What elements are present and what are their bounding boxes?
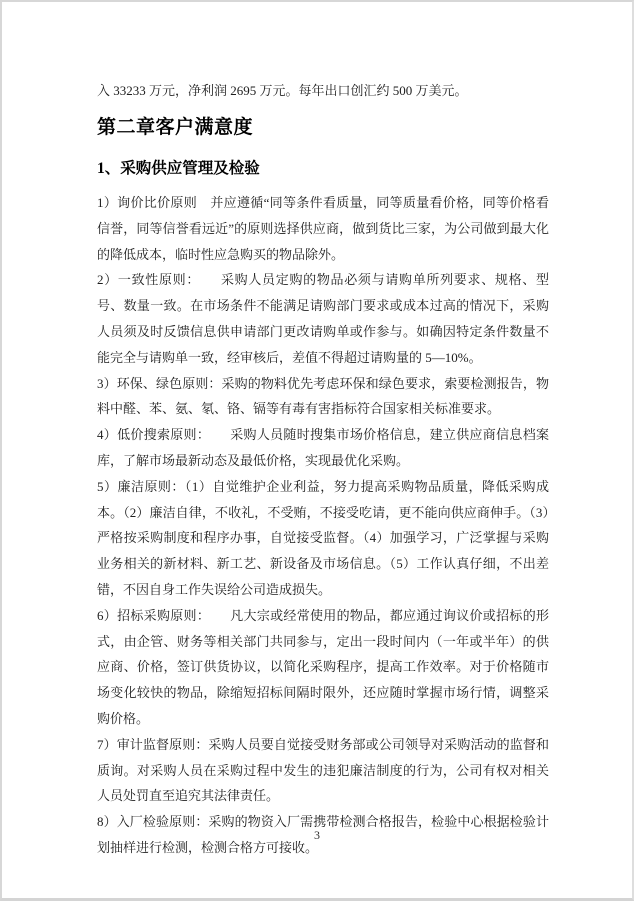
body-paragraph: 2）一致性原则： 采购人员定购的物品必须与请购单所列要求、规格、型号、数量一致。在市场条件不能满足请购部门要求或成本过高的情况下，采购人员须及时反馈信息供申请部门更改请购单或作参与。如确因特定条件数量不能完全与请购单一致，经审核后，差值不得超过请购量的 5—10%。 [97, 272, 549, 365]
intro-line: 入 33233 万元，净利润 2695 万元。每年出口创汇约 500 万美元。 [97, 83, 468, 98]
body-paragraph: 8）入厂检验原则：采购的物资入厂需携带检测合格报告，检验中心根据检验计划抽样进行检测，检测合格方可接收。 [97, 814, 549, 855]
paragraph-list [97, 190, 549, 861]
chapter-heading: 第二章客户满意度 [97, 117, 254, 138]
page-content [97, 78, 549, 861]
body-paragraph: 3）环保、绿色原则：采购的物料优先考虑环保和绿色要求，索要检测报告，物料中醛、苯、氨、氡、铬、镉等有毒有害指标符合国家相关标准要求。 [97, 375, 549, 417]
body-paragraph: 1）询价比价原则 并应遵循“同等条件看质量，同等质量看价格，同等价格看信誉，同等信誉看远近”的原则选择供应商，做到货比三家，为公司做到最大化的降低成本，临时性应急购买的物品除外。 [97, 195, 549, 262]
section-heading: 1、采购供应管理及检验 [97, 160, 260, 177]
body-paragraph: 7）审计监督原则：采购人员要自觉接受财务部或公司领导对采购活动的监督和质询。对采购人员在采购过程中发生的违犯廉洁制度的行为，公司有权对相关人员处罚直至追究其法律责任。 [97, 736, 549, 804]
body-paragraph: 6）招标采购原则： 凡大宗或经常使用的物品，都应通过询议价或招标的形式，由企管、财务等相关部门共同参与，定出一段时间内（一年或半年）的供应商、价格，签订供货协议，以简化采购程序，提高工作效率。对于价格随市场变化较快的物品，除缩短招标间隔时限外，还应随时掌握市场行情，调整采购价格。 [97, 607, 549, 726]
body-paragraph: 5）廉洁原则：（1）自觉维护企业利益，努力提高采购物品质量，降低采购成本。（2）廉洁自律，不收礼，不受贿，不接受吃请，更不能向供应商伸手。（3）严格按采购制度和程序办事，自觉接受监督。（4）加强学习，广泛掌握与采购业务相关的新材料、新工艺、新设备及市场信息。（5）工作认真仔细，不出差错，不因自身工作失误给公司造成损失。 [97, 478, 549, 597]
page-number: 3 [314, 828, 320, 842]
body-paragraph: 4）低价搜索原则： 采购人员随时搜集市场价格信息，建立供应商信息档案库，了解市场最新动态及最低价格，实现最优化采购。 [97, 427, 549, 468]
